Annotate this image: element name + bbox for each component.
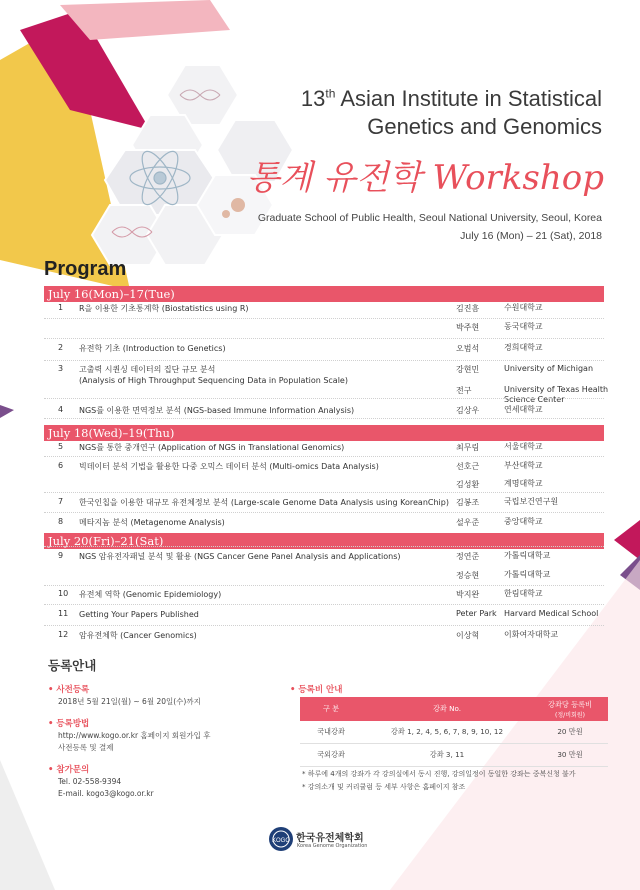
row-affiliation: 가톨릭대학교 xyxy=(504,570,551,579)
row-course: NGS를 이용한 면역정보 분석 (NGS-based Immune Information Analysis) xyxy=(79,406,355,415)
fee-header-price-label: 강좌당 등록비 xyxy=(548,699,592,709)
row-separator xyxy=(44,512,604,513)
row-lecturer: 전구 xyxy=(456,386,472,395)
section-bar-day1: July 16(Mon)–17(Tue) xyxy=(44,286,604,302)
row-number: 7 xyxy=(58,497,64,506)
row-lecturer: 김상우 xyxy=(456,406,480,415)
row-number: 9 xyxy=(58,551,64,560)
fee-heading: • 등록비 안내 xyxy=(290,685,343,695)
corner-pink-shape xyxy=(60,0,230,40)
row-course: NGS 암유전자패널 분석 및 활용 (NGS Cancer Gene Panel Analysis and Applications) xyxy=(79,552,401,561)
pre-registration-period: 2018년 5월 21일(월) ~ 6월 20일(수)까지 xyxy=(58,697,201,706)
row-separator xyxy=(44,492,604,493)
fee-header-price xyxy=(532,697,608,721)
row-affiliation: 국립보건연구원 xyxy=(504,497,559,506)
pre-registration-heading: • 사전등록 xyxy=(48,685,90,695)
contact-tel: Tel. 02-558-9394 xyxy=(58,777,122,786)
fee-row-courses: 강좌 1, 2, 4, 5, 6, 7, 8, 9, 10, 12 xyxy=(362,721,532,744)
row-affiliation: Harvard Medical School xyxy=(504,609,599,618)
row-lecturer: 이상혁 xyxy=(456,631,480,640)
row-course: 한국인칩을 이용한 대규모 유전체정보 분석 (Large-scale Genome Data Analysis using KoreanChip) xyxy=(79,498,449,507)
row-separator xyxy=(44,546,604,547)
row-number: 3 xyxy=(58,364,64,373)
row-course: 빅데이터 분석 기법을 활용한 다중 오믹스 데이터 분석 (Multi-omics Data Analysis) xyxy=(79,462,379,471)
row-course: 암유전체학 (Cancer Genomics) xyxy=(79,631,197,640)
fee-table-header xyxy=(300,697,608,721)
footer-org-name: 한국유전체학회 xyxy=(296,833,364,844)
fee-row-international xyxy=(300,744,608,767)
row-number: 6 xyxy=(58,461,64,470)
row-number: 4 xyxy=(58,405,64,414)
event-title-line2: Genetics and Genomics xyxy=(367,114,602,139)
fee-row-price: 30 만원 xyxy=(532,744,608,767)
row-separator xyxy=(44,318,604,319)
row-lecturer: 정연준 xyxy=(456,552,480,561)
row-separator xyxy=(44,625,604,626)
row-lecturer: 설우준 xyxy=(456,518,480,527)
row-lecturer: 오범석 xyxy=(456,344,480,353)
row-lecturer: 최무림 xyxy=(456,443,480,452)
note-schedule: * 하루에 4개의 강좌가 각 강의실에서 동시 진행, 강의일정이 동일한 강좌는 중복신청 불가 xyxy=(302,770,576,778)
program-heading: Program xyxy=(44,258,127,280)
row-number: 10 xyxy=(58,589,69,598)
fee-header-price-sub: (정/비회원) xyxy=(555,711,585,719)
fee-header-courses: 강좌 No. xyxy=(362,697,532,721)
row-course: R을 이용한 기초통계학 (Biostatistics using R) xyxy=(79,304,249,313)
row-separator xyxy=(44,398,604,399)
row-affiliation: University of Michigan xyxy=(504,364,594,373)
row-affiliation: 계명대학교 xyxy=(504,479,543,488)
row-course: Getting Your Papers Published xyxy=(79,610,199,619)
event-title-line1: 13th Asian Institute in Statistical xyxy=(300,86,602,111)
row-affiliation: 중앙대학교 xyxy=(504,517,543,526)
row-affiliation: University of Texas Health Science Center xyxy=(504,385,609,404)
row-number: 11 xyxy=(58,609,69,618)
row-lecturer: 박주현 xyxy=(456,323,480,332)
row-number: 1 xyxy=(58,303,64,312)
row-lecturer: 강현민 xyxy=(456,365,480,374)
row-course: 고출력 시퀀싱 데이터의 집단 규모 분석 (Analysis of High Throughput Sequencing Data in Population Scale) xyxy=(79,365,348,385)
row-affiliation: 한림대학교 xyxy=(504,589,543,598)
row-lecturer: 선호근 xyxy=(456,462,480,471)
event-dates: July 16 (Mon) – 21 (Sat), 2018 xyxy=(460,230,602,242)
row-affiliation: 동국대학교 xyxy=(504,322,543,331)
row-separator xyxy=(44,456,604,457)
section-bar-day3: July 20(Fri)–21(Sat) xyxy=(44,533,604,549)
kogo-logo-text: KOGO xyxy=(271,838,291,844)
row-lecturer: 김진흠 xyxy=(456,304,480,313)
registration-method-line1[interactable]: http://www.kogo.or.kr 홈페이지 회원가입 후 xyxy=(58,731,211,740)
row-lecturer: 김봉조 xyxy=(456,498,480,507)
row-separator xyxy=(44,338,604,339)
row-affiliation: 이화여자대학교 xyxy=(504,630,559,639)
venue-text: Graduate School of Public Health, Seoul National University, Seoul, Korea xyxy=(257,212,602,224)
registration-method-line2: 사전등록 및 결제 xyxy=(58,743,114,752)
kogo-logo-icon xyxy=(268,826,294,852)
contact-email[interactable]: E-mail. kogo3@kogo.or.kr xyxy=(58,789,154,798)
fee-row-domestic xyxy=(300,721,608,744)
registration-method-heading: • 등록방법 xyxy=(48,719,90,729)
row-affiliation: 부산대학교 xyxy=(504,461,543,470)
fee-row-type: 국외강좌 xyxy=(300,744,362,767)
registration-title: 등록안내 xyxy=(48,658,97,673)
row-lecturer: 김성환 xyxy=(456,480,480,489)
row-number: 2 xyxy=(58,343,64,352)
row-course: 메타지놈 분석 (Metagenome Analysis) xyxy=(79,518,225,527)
fee-row-type: 국내강좌 xyxy=(300,721,362,744)
workshop-title: 통계 유전학 Workshop xyxy=(246,158,604,198)
row-number: 8 xyxy=(58,517,64,526)
row-separator xyxy=(44,360,604,361)
note-details: * 강의소개 및 커리큘럼 등 세부 사항은 홈페이지 참조 xyxy=(302,783,466,791)
row-separator xyxy=(44,585,604,586)
fee-header-type: 구 분 xyxy=(300,697,362,721)
row-affiliation: 수원대학교 xyxy=(504,303,543,312)
row-separator xyxy=(44,604,604,605)
row-separator xyxy=(44,418,604,419)
row-affiliation: 연세대학교 xyxy=(504,405,543,414)
footer-org-sub: Korea Genome Organization xyxy=(297,843,368,849)
row-course: NGS를 통한 중개연구 (Application of NGS in Translational Genomics) xyxy=(79,443,345,452)
row-affiliation: 경희대학교 xyxy=(504,343,543,352)
contact-heading: • 참가문의 xyxy=(48,765,90,775)
fee-table xyxy=(300,697,608,767)
row-number: 5 xyxy=(58,442,64,451)
fee-row-price: 20 만원 xyxy=(532,721,608,744)
row-course: 유전체 역학 (Genomic Epidemiology) xyxy=(79,590,222,599)
row-affiliation: 서울대학교 xyxy=(504,442,543,451)
row-affiliation: 가톨릭대학교 xyxy=(504,551,551,560)
row-lecturer: 박지완 xyxy=(456,590,480,599)
row-number: 12 xyxy=(58,630,69,639)
left-side-purple xyxy=(0,405,14,418)
row-lecturer: 정승현 xyxy=(456,571,480,580)
row-course: 유전학 기초 (Introduction to Genetics) xyxy=(79,344,226,353)
row-lecturer: Peter Park xyxy=(456,609,497,618)
section-bar-day2: July 18(Wed)–19(Thu) xyxy=(44,425,604,441)
bottom-left-gray xyxy=(0,760,55,890)
fee-row-courses: 강좌 3, 11 xyxy=(362,744,532,767)
